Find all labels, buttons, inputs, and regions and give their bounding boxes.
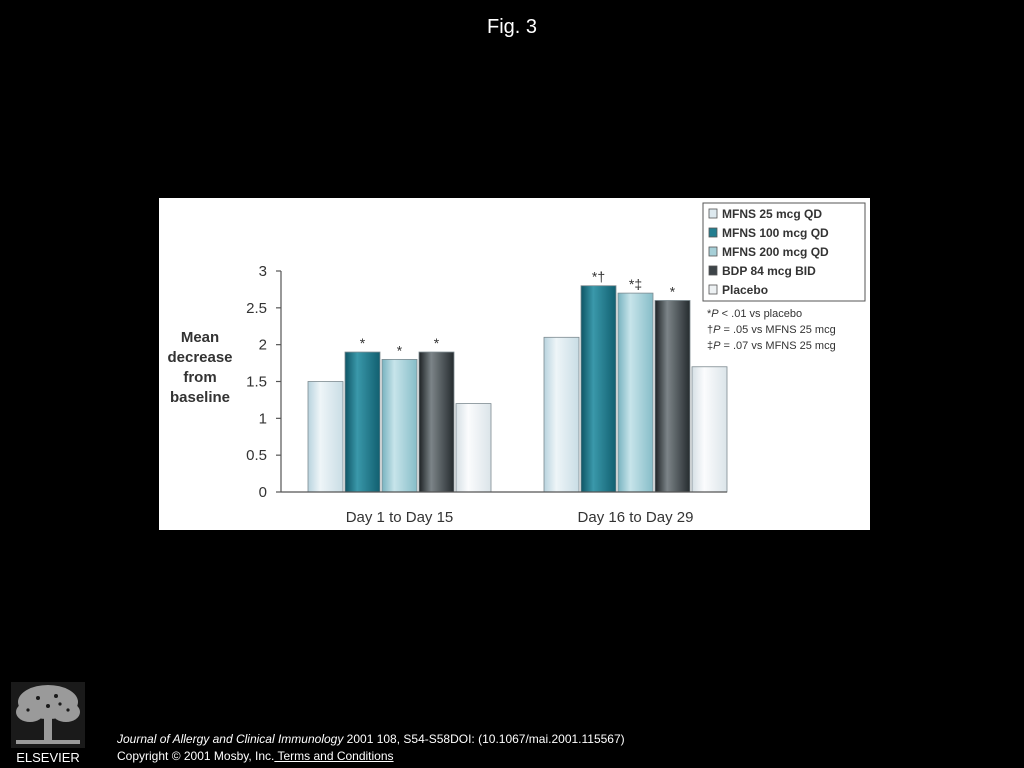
significance-mark: *‡: [628, 276, 643, 293]
y-axis-label: [167, 329, 232, 406]
elsevier-wordmark: ELSEVIER: [16, 750, 80, 765]
terms-and-conditions-link[interactable]: Terms and Conditions: [274, 749, 394, 763]
legend-swatch: [709, 266, 717, 275]
elsevier-tree-icon: [8, 680, 88, 766]
y-tick-label: 0: [258, 484, 267, 501]
x-tick-label: Day 1 to Day 15: [345, 509, 454, 526]
citation-line-2: [117, 748, 625, 765]
bar: [692, 367, 727, 492]
elsevier-logo: [8, 680, 88, 766]
citation-line-1: [117, 731, 625, 748]
y-axis-label-line: decrease: [167, 349, 233, 366]
y-tick-label: 3: [258, 263, 267, 280]
y-axis-label-line: Mean: [180, 329, 220, 346]
significance-mark: *: [359, 335, 366, 352]
significance-mark: *†: [591, 268, 606, 285]
legend-label: BDP 84 mcg BID: [722, 264, 816, 278]
legend-label: MFNS 25 mcg QD: [722, 207, 823, 221]
chart-panel: [159, 198, 870, 530]
legend-label: MFNS 100 mcg QD: [722, 226, 829, 240]
y-axis: [246, 263, 281, 501]
bar: [345, 352, 380, 492]
legend-swatch: [709, 209, 717, 218]
y-axis-label-line: baseline: [169, 389, 231, 406]
bar: [382, 359, 417, 492]
y-tick-label: 2.5: [246, 299, 267, 317]
bar: [456, 404, 491, 492]
significance-mark: *: [433, 335, 440, 352]
significance-mark: *: [669, 283, 676, 300]
legend-swatch: [709, 247, 717, 256]
footnote: *P < .01 vs placebo: [707, 308, 803, 320]
copyright-text: Copyright © 2001 Mosby, Inc.: [117, 749, 275, 763]
bar: [581, 286, 616, 492]
y-tick-label: 2: [258, 336, 267, 354]
citation-details: 2001 108, S54-S58DOI: (10.1067/mai.2001.115567): [343, 732, 625, 746]
bar: [419, 352, 454, 492]
legend-label: Placebo: [722, 283, 769, 297]
y-tick-label: 0.5: [246, 447, 267, 465]
journal-name: Journal of Allergy and Clinical Immunology: [117, 732, 344, 746]
significance-mark: *: [396, 342, 403, 359]
footnote: ‡P = .07 vs MFNS 25 mcg: [707, 340, 836, 352]
figure-title: Fig. 3: [486, 16, 538, 38]
legend: [703, 203, 865, 301]
y-axis-label-line: from: [183, 369, 217, 386]
x-axis: [281, 492, 727, 526]
x-tick-label: Day 16 to Day 29: [577, 509, 694, 526]
citation: [117, 731, 625, 765]
bar-chart: [159, 198, 870, 530]
legend-swatch: [709, 228, 717, 237]
y-tick-label: 1.5: [246, 373, 267, 391]
bar: [655, 300, 690, 492]
legend-swatch: [709, 285, 717, 294]
footnotes: [707, 308, 836, 352]
bars: [308, 269, 727, 492]
footnote: †P = .05 vs MFNS 25 mcg: [707, 324, 836, 336]
bar: [544, 337, 579, 492]
legend-label: MFNS 200 mcg QD: [722, 245, 829, 259]
bar: [308, 382, 343, 493]
bar: [618, 293, 653, 492]
y-tick-label: 1: [258, 410, 267, 428]
